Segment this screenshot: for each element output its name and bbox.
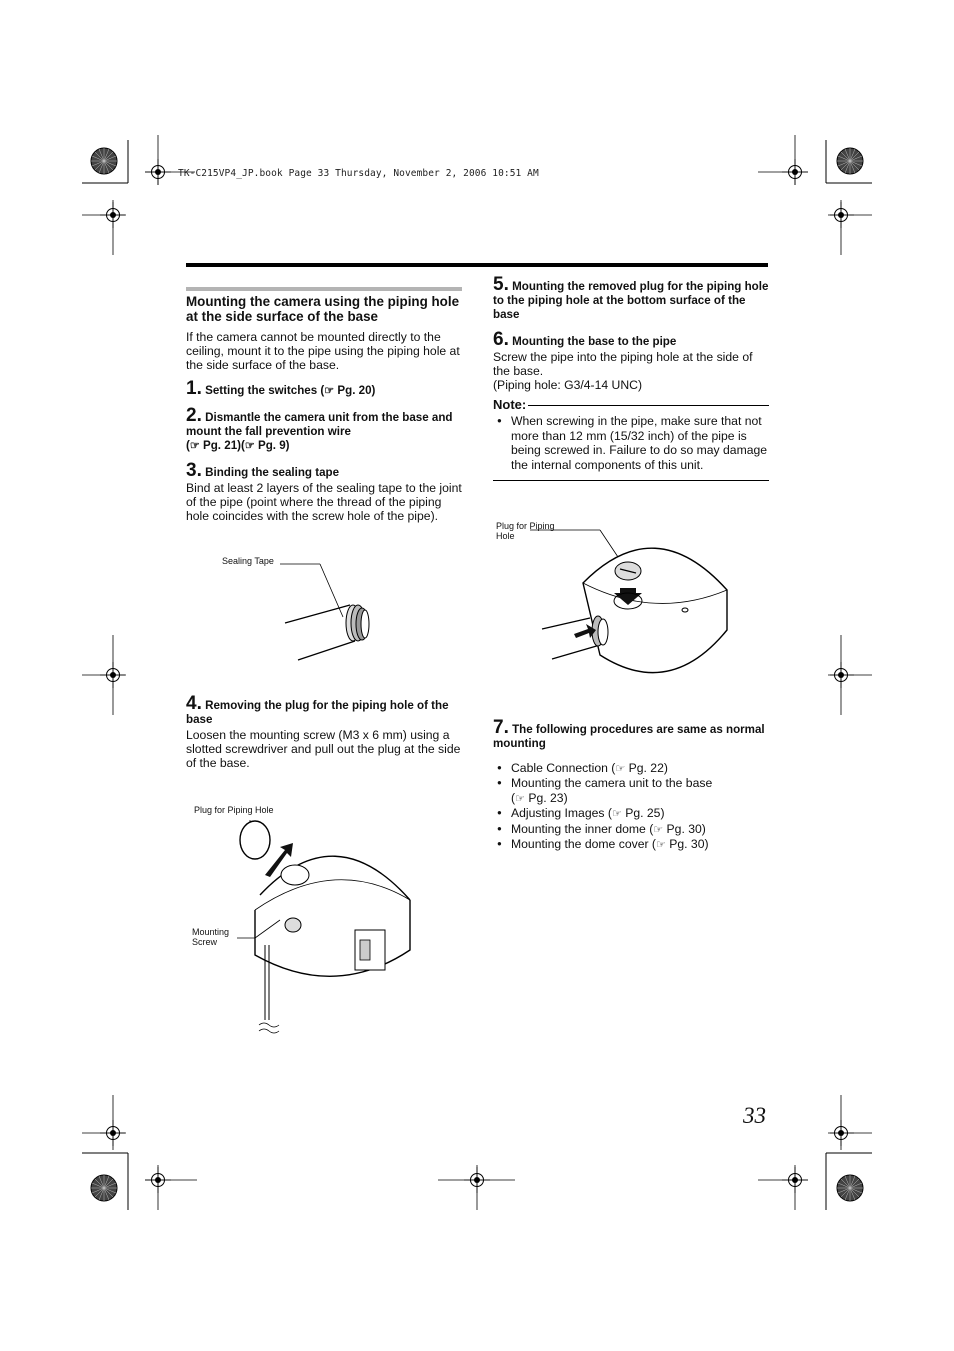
section-bar [186,287,462,291]
sealing-tape-figure [270,555,390,670]
reference-icon: ☞ [189,440,200,453]
step-title: Mounting the base to the pipe [512,335,677,348]
figure-label-plug-piping: Plug for Piping Hole [496,521,555,541]
step-6-spec: (Piping hole: G3/4-14 UNC) [493,377,643,392]
step-title: Removing the plug for the piping hole of the base [186,699,449,726]
left-column [186,287,462,524]
step-5 [493,276,769,322]
list-item: ● Mounting the camera unit to the base (☞ Pg. 23) [493,776,769,806]
step-6-body: Screw the pipe into the piping hole at the side of the base. [493,350,753,378]
page-number: 33 [743,1103,766,1128]
step-2: 2. Dismantle the camera unit from the base and mount the fall prevention wire (☞ Pg. 21)(☞ Pg. 9) [186,405,453,453]
reference-icon: ☞ [324,385,335,398]
step-title: Dismantle the camera unit from the base and mount the fall prevention wire [186,411,453,439]
section-title: Mounting the camera using the piping hole at the side surface of the base [186,294,460,324]
step-number: 3. [186,460,202,482]
registration-star-icon [837,1175,863,1201]
top-rule [186,263,768,267]
note-item: ● When screwing in the pipe, make sure that not more than 12 mm (15/32 inch) of the pipe is being screwed in. Failure to do so may damage the internal components of this unit. [493,414,769,472]
figure-label-sealing-tape: Sealing Tape [222,556,274,566]
step-7 [493,719,769,751]
step-7-block [493,719,769,852]
step-3 [186,462,462,480]
reference-icon: ☞ [244,440,255,453]
step-ref: Pg. 20) [337,384,376,398]
step-number: 7. [493,717,509,738]
reference-icon: ☞ [653,823,664,836]
list-item: ● Mounting the dome cover (☞ Pg. 30) [493,837,769,852]
reference-icon: ☞ [615,763,626,775]
list-item: ● Mounting the inner dome (☞ Pg. 30) [493,822,769,837]
step-title: Mounting the removed plug for the piping hole to the piping hole at the bottom surface of the base [493,280,769,321]
step-4-block [186,695,462,770]
print-header: TK-C215VP4_JP.book Page 33 Thursday, November 2, 2006 10:51 AM [178,168,539,179]
base-pipe-figure [530,525,735,675]
figure-label-mounting-screw: Mounting Screw [192,927,230,947]
note-rule [493,480,769,481]
step-4-body: Loosen the mounting screw (M3 x 6 mm) using a slotted screwdriver and pull out the plug at the side of the base. [186,728,461,770]
step-title: The following procedures are same as normal mounting [493,723,765,750]
registration-star-icon [837,148,863,174]
note-heading: Note: [493,397,769,412]
step-ref: Pg. 9) [257,439,290,453]
step-number: 4. [186,693,202,714]
step-4 [186,695,462,727]
plug-removal-figure [225,815,425,1040]
step-title: Setting the switches ( [205,384,325,398]
reference-icon: ☞ [655,839,666,852]
procedure-list [493,761,769,852]
step-number: 2. [186,405,202,427]
registration-star-icon [91,1175,117,1201]
reference-icon: ☞ [611,808,622,821]
step-ref: Pg. 21)( [202,439,245,453]
list-item: ● Adjusting Images (☞ Pg. 25) [493,806,769,821]
list-item: ● Cable Connection (☞ Pg. 22) [493,761,769,776]
section-intro: If the camera cannot be mounted directly to the ceiling, mount it to the pipe using the piping hole at the side surface of the base. [186,330,460,372]
step-1 [186,380,462,398]
registration-star-icon [91,148,117,174]
right-column [493,276,769,481]
step-3-body: Bind at least 2 layers of the sealing tape to the joint of the pipe (point where the thread of the piping hole coincides with the screw hole of the pipe). [186,481,462,523]
step-title: Binding the sealing tape [205,466,340,480]
reference-icon: ☞ [515,792,525,805]
step-6 [493,331,769,349]
note-list [493,414,769,472]
step-number: 6. [493,329,509,350]
figure-label-plug: Plug for Piping Hole [194,805,274,815]
step-number: 1. [186,378,202,400]
step-number: 5. [493,274,509,295]
